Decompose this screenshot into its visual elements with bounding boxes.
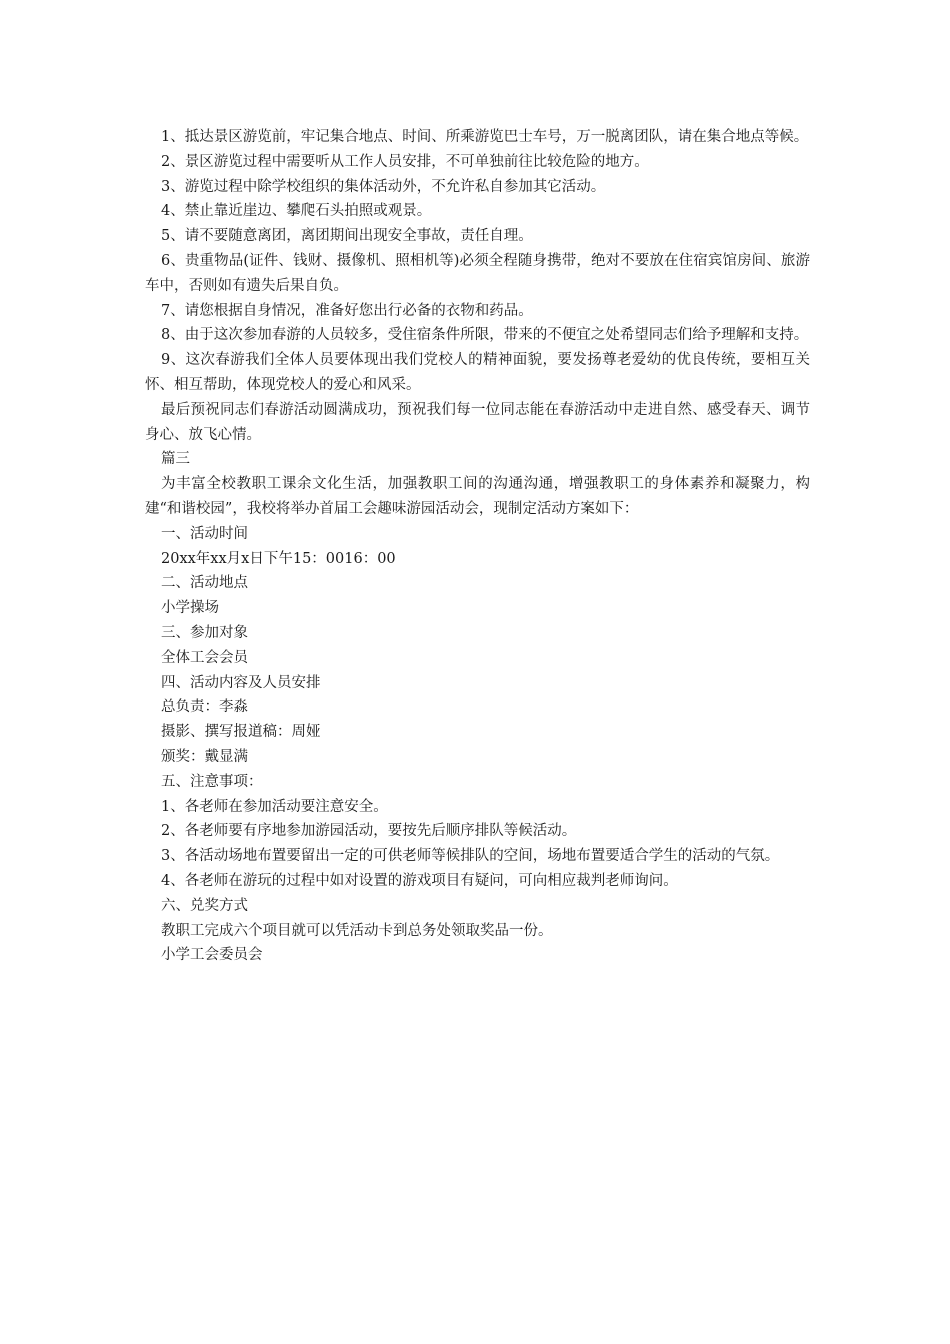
paragraph-intro: 为丰富全校教职工课余文化生活，加强教职工间的沟通沟通，增强教职工的身体素养和凝聚力，构建“和谐校园”，我校将举办首届工会趣味游园活动会，现制定活动方案如下： bbox=[145, 476, 810, 517]
signature-organization: 小学工会委员会 bbox=[161, 947, 263, 964]
note-4: 4、各老师在游玩的过程中如对设置的游戏项目有疑问，可向相应裁判老师询问。 bbox=[161, 872, 678, 889]
staff-lead: 总负责：李淼 bbox=[161, 699, 248, 716]
paragraph-rule-6: 6、贵重物品(证件、钱财、摄像机、照相机等)必须全程随身携带，绝对不要放在住宿宾馆房间、旅游车中，否则如有遗失后果自负。 bbox=[145, 252, 810, 294]
document-body bbox=[145, 125, 810, 968]
section-heading: 篇三 bbox=[161, 451, 190, 468]
staff-photography: 摄影、撰写报道稿：周娅 bbox=[161, 724, 321, 741]
heading-prize-redemption: 六、兑奖方式 bbox=[161, 897, 248, 914]
staff-awards: 颁奖：戴显满 bbox=[161, 748, 248, 765]
heading-notes: 五、注意事项： bbox=[161, 773, 263, 790]
participants-value: 全体工会会员 bbox=[161, 649, 248, 666]
paragraph-closing-wish: 最后预祝同志们春游活动圆满成功，预祝我们每一位同志能在春游活动中走进自然、感受春天、调节身心、放飞心情。 bbox=[145, 401, 810, 443]
note-3: 3、各活动场地布置要留出一定的可供老师等候排队的空间，场地布置要适合学生的活动的气氛。 bbox=[161, 848, 780, 865]
paragraph-rule-4: 4、禁止靠近崖边、攀爬石头拍照或观景。 bbox=[161, 203, 432, 220]
paragraph-rule-9: 9、这次春游我们全体人员要体现出我们党校人的精神面貌，要发扬尊老爱幼的优良传统，要相互关怀、相互帮助，体现党校人的爱心和风采。 bbox=[145, 352, 810, 393]
heading-activity-location: 二、活动地点 bbox=[161, 575, 248, 592]
paragraph-rule-5: 5、请不要随意离团，离团期间出现安全事故，责任自理。 bbox=[161, 228, 533, 245]
activity-time-value: 20xx年xx月x日下午15：0016：00 bbox=[161, 550, 396, 567]
prize-redemption-value: 教职工完成六个项目就可以凭活动卡到总务处领取奖品一份。 bbox=[161, 922, 553, 939]
paragraph-rule-7: 7、请您根据自身情况，准备好您出行必备的衣物和药品。 bbox=[161, 302, 533, 319]
note-1: 1、各老师在参加活动要注意安全。 bbox=[161, 798, 388, 815]
paragraph-rule-2: 2、景区游览过程中需要听从工作人员安排，不可单独前往比较危险的地方。 bbox=[161, 153, 649, 170]
note-2: 2、各老师要有序地参加游园活动，要按先后顺序排队等候活动。 bbox=[161, 823, 577, 840]
activity-location-value: 小学操场 bbox=[161, 600, 219, 617]
heading-activity-time: 一、活动时间 bbox=[161, 525, 248, 542]
heading-content-staffing: 四、活动内容及人员安排 bbox=[161, 674, 321, 691]
paragraph-rule-1: 1、抵达景区游览前，牢记集合地点、时间、所乘游览巴士车号，万一脱离团队，请在集合地点等候。 bbox=[161, 129, 809, 145]
heading-participants: 三、参加对象 bbox=[161, 624, 248, 641]
paragraph-rule-3: 3、游览过程中除学校组织的集体活动外，不允许私自参加其它活动。 bbox=[161, 178, 606, 195]
paragraph-rule-8: 8、由于这次参加春游的人员较多，受住宿条件所限，带来的不便宜之处希望同志们给予理解和支持。 bbox=[161, 327, 809, 344]
